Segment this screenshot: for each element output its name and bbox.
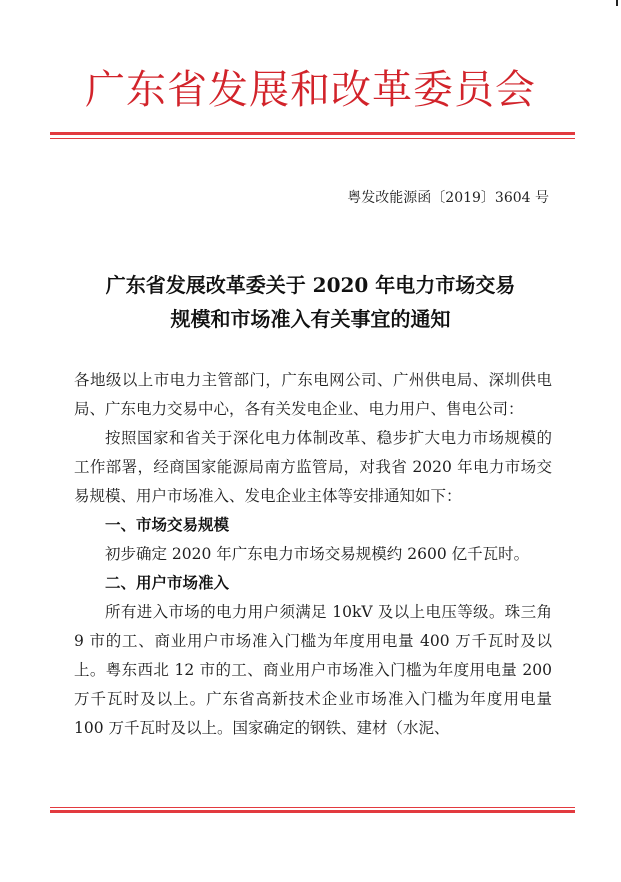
title-line-1: 广东省发展改革委关于 2020 年电力市场交易 (105, 273, 516, 297)
footer-rule-thick (50, 810, 575, 813)
document-number: 粤发改能源函〔2019〕3604 号 (347, 190, 549, 206)
scan-mark (616, 0, 618, 6)
title-line-2: 规模和市场准入有关事宜的通知 (170, 307, 451, 331)
document-title (0, 268, 621, 336)
intro-paragraph: 按照国家和省关于深化电力体制改革、稳步扩大电力市场规模的工作部署，经商国家能源局南方监管局，对我省 2020 年电力市场交易规模、用户市场准入、发电企业主体等安排通知如下： (74, 429, 552, 505)
section-1-paragraph: 初步确定 2020 年广东电力市场交易规模约 2600 亿千瓦时。 (105, 545, 530, 563)
issuer-title: 广东省发展和改革委员会 (85, 67, 536, 113)
header-rule-thin (50, 138, 575, 139)
section-2-heading: 二、用户市场准入 (105, 574, 230, 592)
footer-rule-thin (50, 807, 575, 808)
addressee-paragraph: 各地级以上市电力主管部门，广东电网公司、广州供电局、深圳供电局、广东电力交易中心，各有关发电企业、电力用户、售电公司： (74, 371, 552, 418)
section-2-paragraph: 所有进入市场的电力用户须满足 10kV 及以上电压等级。珠三角 9 市的工、商业用户市场准入门槛为年度用电量 400 万千瓦时及以上。粤东西北 12 市的工、商业用户市场准入门槛为年度用电量 200 万千瓦时及以上。广东省高新技术企业市场准入门槛为年度用电量 100 万千瓦时及以上。国家确定的钢铁、建材（水泥、 (74, 603, 552, 737)
section-1-heading: 一、市场交易规模 (105, 516, 230, 534)
header-rule-thick (50, 132, 575, 135)
document-body (74, 366, 552, 743)
